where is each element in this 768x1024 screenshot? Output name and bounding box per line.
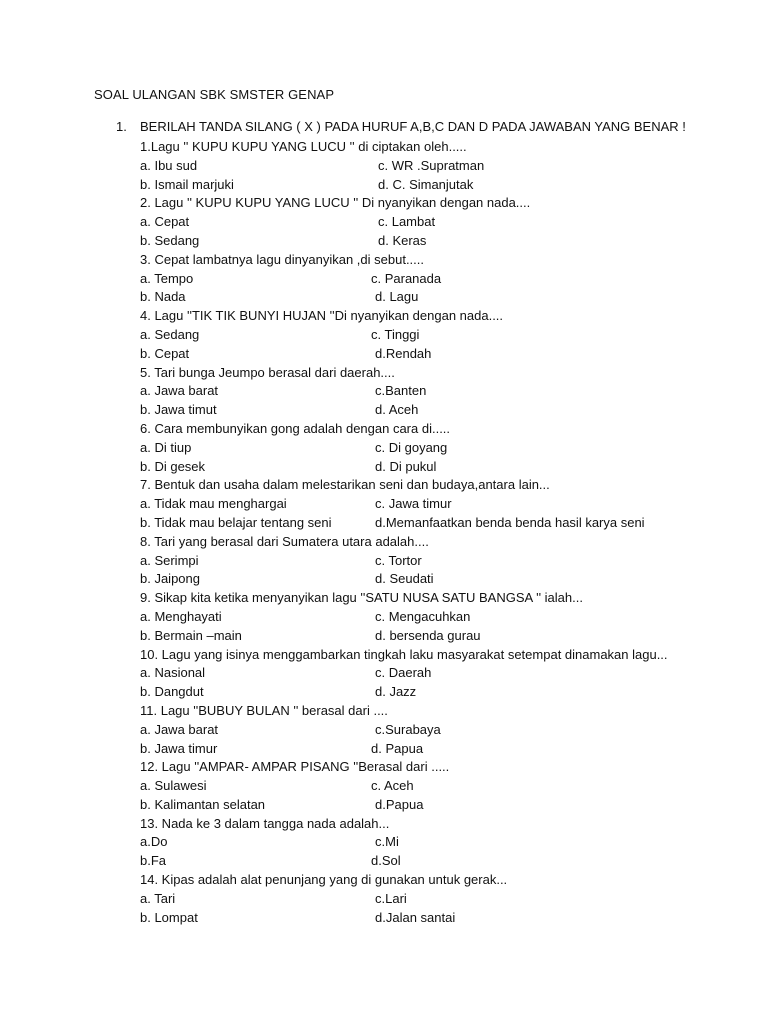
question-text-line <box>140 702 760 721</box>
question-text-line <box>140 533 760 552</box>
question-text-line <box>140 646 760 665</box>
options-row-bd <box>140 401 760 420</box>
options-row-bd <box>140 627 760 646</box>
options-row-ac <box>140 608 760 627</box>
option-a: a. Sedang <box>140 326 200 342</box>
options-row-ac <box>140 777 760 796</box>
question-text: 5. Tari bunga Jeumpo berasal dari daerah.... <box>140 364 395 380</box>
options-row-bd <box>140 796 760 815</box>
option-b: b. Nada <box>140 289 186 305</box>
option-d: d. Keras <box>378 232 427 248</box>
question-text-line <box>140 758 760 777</box>
options-row-ac <box>140 326 760 345</box>
question-text: 11. Lagu ''BUBUY BULAN '' berasal dari .... <box>140 702 388 718</box>
question-item <box>140 533 760 589</box>
option-d: d. Seudati <box>375 571 434 587</box>
option-b: b. Jawa timut <box>140 402 217 418</box>
option-b: b. Jaipong <box>140 571 200 587</box>
options-row-ac <box>140 157 760 176</box>
question-text-line <box>140 251 760 270</box>
option-c: c. Aceh <box>371 778 414 794</box>
question-text-line <box>140 871 760 890</box>
option-b: b. Bermain –main <box>140 627 242 643</box>
options-row-ac <box>140 270 760 289</box>
question-item <box>140 476 760 532</box>
option-d: d. C. Simanjutak <box>378 176 474 192</box>
options-row-ac <box>140 721 760 740</box>
option-c: c.Lari <box>375 890 407 906</box>
question-text: 9. Sikap kita ketika menyanyikan lagu ''SATU NUSA SATU BANGSA '' ialah... <box>140 590 583 606</box>
question-text: 6. Cara membunyikan gong adalah dengan cara di..... <box>140 420 451 436</box>
document-title: SOAL ULANGAN SBK SMSTER GENAP <box>94 87 335 102</box>
question-list <box>140 138 760 927</box>
options-row-bd <box>140 345 760 364</box>
options-row-ac <box>140 833 760 852</box>
question-item <box>140 138 760 194</box>
question-text-line <box>140 589 760 608</box>
option-c: c.Surabaya <box>375 721 441 737</box>
option-b: b. Tidak mau belajar tentang seni <box>140 514 332 530</box>
option-b: b. Ismail marjuki <box>140 176 234 192</box>
question-text: 14. Kipas adalah alat penunjang yang di gunakan untuk gerak... <box>140 872 508 888</box>
option-b: b. Kalimantan selatan <box>140 796 266 812</box>
option-d: d.Jalan santai <box>375 909 456 925</box>
option-c: c. Tinggi <box>371 326 420 342</box>
instruction-number: 1. <box>116 119 127 134</box>
option-a: a. Menghayati <box>140 608 222 624</box>
options-row-ac <box>140 495 760 514</box>
options-row-ac <box>140 664 760 683</box>
option-a: a. Cepat <box>140 214 190 230</box>
question-item <box>140 364 760 420</box>
option-b: b. Jawa timur <box>140 740 218 756</box>
option-b: b. Dangdut <box>140 684 204 700</box>
options-row-bd <box>140 176 760 195</box>
options-row-bd <box>140 288 760 307</box>
options-row-bd <box>140 909 760 928</box>
options-row-bd <box>140 852 760 871</box>
option-a: a. Tempo <box>140 270 194 286</box>
option-d: d.Sol <box>371 853 401 869</box>
question-text-line <box>140 420 760 439</box>
option-d: d. bersenda gurau <box>375 627 481 643</box>
options-row-ac <box>140 382 760 401</box>
option-c: c. WR .Supratman <box>378 157 485 173</box>
option-a: a. Jawa barat <box>140 721 219 737</box>
option-d: d.Papua <box>375 796 424 812</box>
option-c: c. Tortor <box>375 552 422 568</box>
option-a: a. Serimpi <box>140 552 199 568</box>
option-d: d. Jazz <box>375 684 417 700</box>
question-text-line <box>140 194 760 213</box>
question-text-line <box>140 138 760 157</box>
option-a: a. Jawa barat <box>140 383 219 399</box>
options-row-bd <box>140 683 760 702</box>
question-item <box>140 702 760 758</box>
option-c: c. Daerah <box>375 665 432 681</box>
option-b: b. Cepat <box>140 345 190 361</box>
option-a: a. Ibu sud <box>140 157 198 173</box>
question-item <box>140 194 760 250</box>
option-d: d. Lagu <box>375 289 419 305</box>
option-c: c. Mengacuhkan <box>375 608 471 624</box>
question-item <box>140 420 760 476</box>
options-row-bd <box>140 232 760 251</box>
option-a: a. Tari <box>140 890 176 906</box>
question-item <box>140 251 760 307</box>
question-text: 7. Bentuk dan usaha dalam melestarikan seni dan budaya,antara lain... <box>140 477 550 493</box>
question-text-line <box>140 307 760 326</box>
options-row-bd <box>140 570 760 589</box>
question-text: 10. Lagu yang isinya menggambarkan tingkah laku masyarakat setempat dinamakan lagu... <box>140 646 668 662</box>
question-text-line <box>140 476 760 495</box>
option-c: c. Lambat <box>378 214 436 230</box>
option-d: d. Di pukul <box>375 458 437 474</box>
option-c: c. Di goyang <box>375 439 448 455</box>
question-text: 13. Nada ke 3 dalam tangga nada adalah... <box>140 815 390 831</box>
question-text: 8. Tari yang berasal dari Sumatera utara adalah.... <box>140 533 429 549</box>
options-row-ac <box>140 439 760 458</box>
options-row-bd <box>140 514 760 533</box>
option-b: b. Lompat <box>140 909 198 925</box>
question-text: 12. Lagu ''AMPAR- AMPAR PISANG ''Berasal dari ..... <box>140 759 450 775</box>
question-text: 4. Lagu ''TIK TIK BUNYI HUJAN ''Di nyanyikan dengan nada.... <box>140 308 504 324</box>
option-b: b. Sedang <box>140 232 200 248</box>
question-text-line <box>140 364 760 383</box>
option-c: c. Jawa timur <box>375 496 452 512</box>
option-a: a. Nasional <box>140 665 206 681</box>
question-item <box>140 646 760 702</box>
option-d: d.Memanfaatkan benda benda hasil karya seni <box>375 514 645 530</box>
options-row-ac <box>140 552 760 571</box>
question-item <box>140 589 760 645</box>
option-a: a.Do <box>140 834 168 850</box>
option-d: d. Aceh <box>375 402 419 418</box>
question-text: 2. Lagu '' KUPU KUPU YANG LUCU '' Di nyanyikan dengan nada.... <box>140 195 531 211</box>
question-text: 3. Cepat lambatnya lagu dinyanyikan ,di sebut..... <box>140 251 425 267</box>
options-row-bd <box>140 740 760 759</box>
question-item <box>140 871 760 927</box>
option-a: a. Di tiup <box>140 439 192 455</box>
option-d: d. Papua <box>371 740 424 756</box>
question-text-line <box>140 815 760 834</box>
option-b: b. Di gesek <box>140 458 206 474</box>
question-item <box>140 815 760 871</box>
question-item <box>140 758 760 814</box>
options-row-bd <box>140 458 760 477</box>
option-a: a. Sulawesi <box>140 778 207 794</box>
option-b: b.Fa <box>140 853 167 869</box>
option-c: c. Paranada <box>371 270 442 286</box>
option-c: c.Mi <box>375 834 399 850</box>
options-row-ac <box>140 213 760 232</box>
option-a: a. Tidak mau menghargai <box>140 496 287 512</box>
options-row-ac <box>140 890 760 909</box>
question-item <box>140 307 760 363</box>
instruction-text: BERILAH TANDA SILANG ( X ) PADA HURUF A,B,C DAN D PADA JAWABAN YANG BENAR ! <box>140 119 686 134</box>
option-d: d.Rendah <box>375 345 432 361</box>
option-c: c.Banten <box>375 383 427 399</box>
question-text: 1.Lagu '' KUPU KUPU YANG LUCU '' di ciptakan oleh..... <box>140 139 467 154</box>
